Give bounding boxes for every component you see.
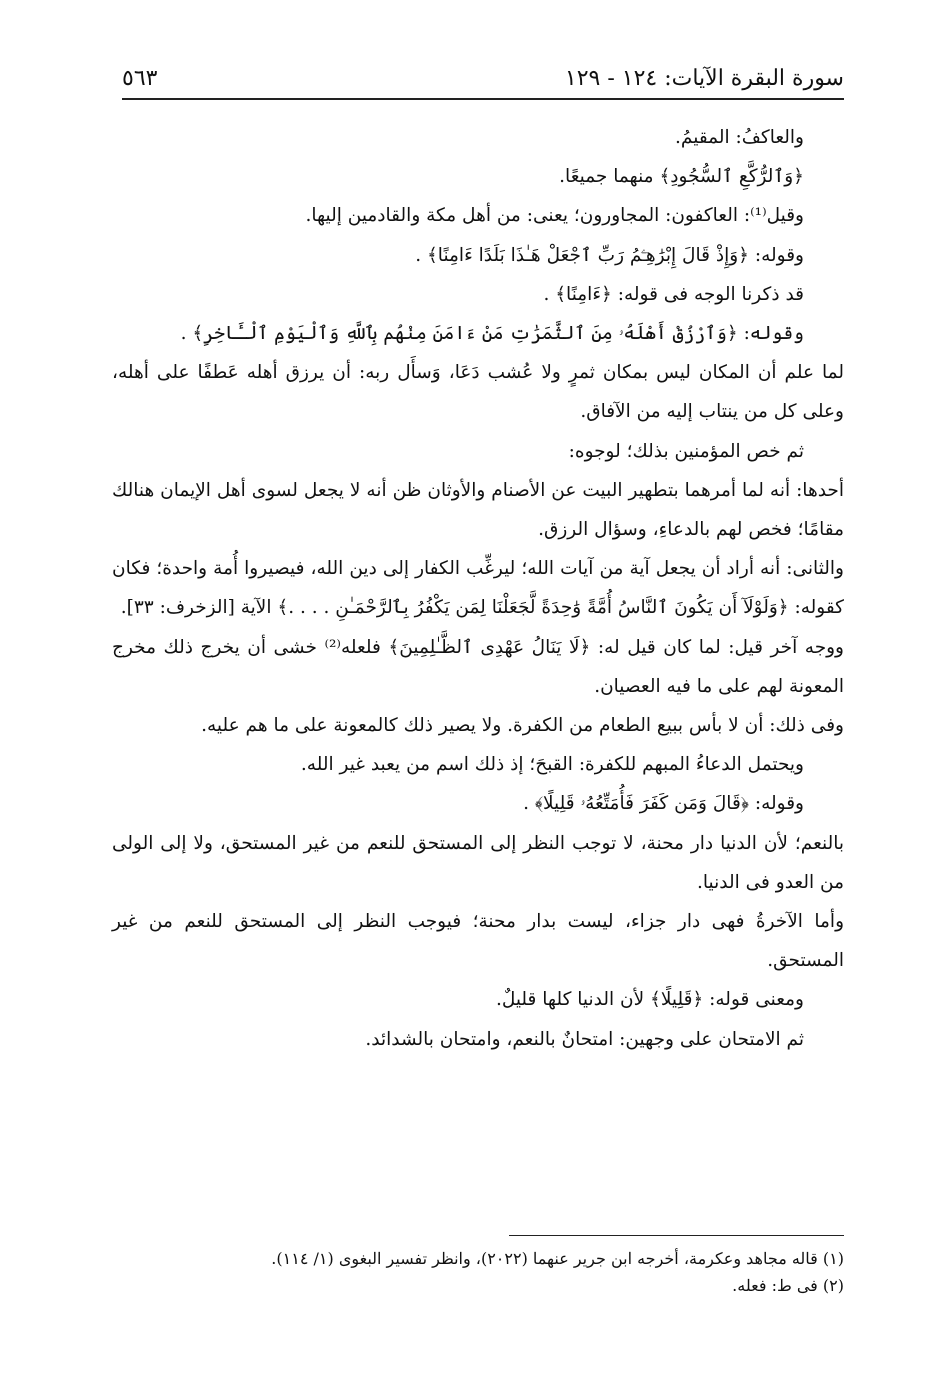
paragraph: والعاكفُ: المقيمُ. [675,127,804,148]
paragraph: بالنعم؛ لأن الدنيا دار محنة، لا توجب النظر إلى المستحق للنعم من غير المستحق، ولا إلى الولى من العدو فى الدنيا. [112,832,844,893]
paragraph: وأما الآخرةُ فهى دار جزاء، ليست بدار محنة؛ فيوجب النظر إلى المستحق للنعم من غير المستحق. [112,911,844,972]
footnote: (١) قاله مجاهد وعكرمة، أخرجه ابن جرير عنهما (٢٠٢٢)، وانظر تفسير البغوى (١/ ١١٤). [271,1249,844,1268]
paragraph: وفى ذلك: أن لا بأس ببيع الطعام من الكفرة. ولا يصير ذلك كالمعونة على ما هم عليه. [201,715,844,737]
paragraph: والثانى: أنه أراد أن يجعل آية من آيات الله؛ ليرغِّب الكفار إلى دين الله، فيصيروا أُمة واحدة؛ فكان كقوله: ﴿وَلَوْلَآ أَن يَكُونَ ٱلنَّاسُ أُمَّةً وَٰحِدَةً لَّجَعَلْنَا لِمَن يَكْفُرُ بِٱلرَّحْمَـٰنِ . . . .﴾ الآية [الزخرف: ٣٣]. [112,558,844,619]
page-number: ٥٦٣ [122,65,158,91]
paragraph: ووجه آخر قيل: لما كان قيل له: ﴿لَا يَنَالُ عَهْدِى ٱلظَّـٰلِمِينَ﴾ فلعله⁽²⁾ خشى أن يخرج ذلك مخرج المعونة لهم على ما فيه العصيان. [112,636,844,697]
footnote: (٢) فى ط: فعله. [732,1276,844,1295]
footnote-separator [509,1235,844,1236]
paragraph: ثم خص المؤمنين بذلك؛ لوجوه: [568,440,804,462]
paragraph: أحدها: أنه لما أمرهما بتطهير البيت عن الأصنام والأوثان ظن أنه لا يجعل لسوى أهل الإيمان هنالك مقامًا؛ فخص لهم بالدعاءِ، وسؤال الرزق. [112,479,844,541]
paragraph: لما علم أن المكان ليس بمكان ثمرٍ ولا عُشب دَعَا، وَسأَل ربه: أن يرزق أهله عَطفًا على أهله، وعلى كل من ينتاب إليه من الآفاق. [112,362,844,423]
paragraph: ومعنى قوله: ﴿قَلِيلًا﴾ لأن الدنيا كلها قليلٌ. [495,989,804,1011]
running-title: سورة البقرة الآيات: ١٢٤ - ١٢٩ [564,65,844,91]
footnotes [130,1245,844,1299]
paragraph: وقوله: ﴿وَإِذْ قَالَ إِبْرَٰهِـۧمُ رَبِّ ٱجْعَلْ هَـٰذَا بَلَدًا ءَامِنًا﴾ . [415,244,804,266]
paragraph: وقوله: ﴿قَالَ وَمَن كَفَرَ فَأُمَتِّعُهُۥ قَلِيلًا﴾ . [523,793,804,815]
paragraph: ويحتمل الدعاءُ المبهم للكفرة: القبحَ؛ إذ ذلك اسم من يعبد غير الله. [300,754,804,776]
body-text [112,118,844,1059]
page-header [122,58,844,100]
paragraph: ﴿وَٱلرُّكَّعِ ٱلسُّجُودِ﴾ منهما جميعًا. [559,166,804,188]
paragraph: قد ذكرنا الوجه فى قوله: ﴿ءَامِنًا﴾ . [543,283,804,305]
paragraph: وقيل⁽¹⁾: العاكفون: المجاورون؛ يعنى: من أهل مكة والقادمين إليها. [305,205,804,227]
paragraph: وقوله: ﴿وَٱرْزُقْ أَهْلَهُۥ مِنَ ٱلثَّمَرَٰتِ مَنْ ءَامَنَ مِنْهُم بِٱللَّهِ وَٱلْيَوْمِ ٱلْـَٔاخِرِ﴾ . [180,323,804,345]
paragraph: ثم الامتحان على وجهين: امتحانٌ بالنعم، وامتحان بالشدائد. [365,1028,804,1050]
